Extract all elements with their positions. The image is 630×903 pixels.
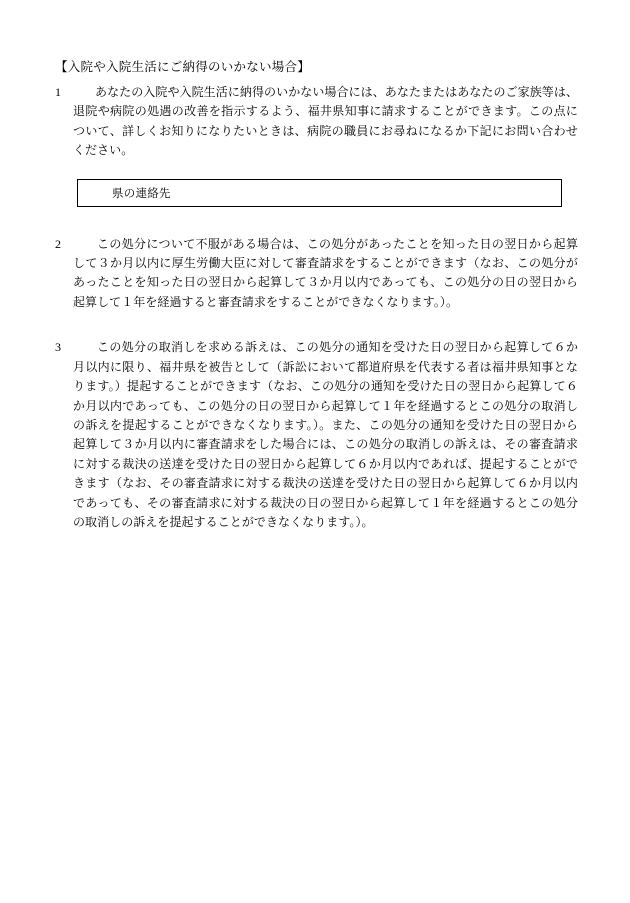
item-text: この処分の取消しを求める訴えは、この処分の通知を受けた日の翌日から起算して６か月以内に限り、福井県を被告として（訴訟において都道府県を代表する者は福井県知事となります。）提起することができます（なお、この処分の通知を受けた日の翌日から起算して６か月以内であっても、この処分の日の翌日から起算して１年を経過するとこの処分の取消しの訴えを提起することができなくなります。）。また、この処分の通知を受けた日の翌日から起算して３か月以内に審査請求をした場合には、この処分の取消しの訴えは、その審査請求に対する裁決の送達を受けた日の翌日から起算して６か月以内であれば、提起することができます（なお、その審査請求に対する裁決の送達を受けた日の翌日から起算して６か月以内であっても、その審査請求に対する裁決の日の翌日から起算して１年を経過するとこの処分の取消しの訴えを提起することができなくなります。）。 — [73, 340, 578, 530]
list-item — [55, 338, 578, 532]
item-text: この処分について不服がある場合は、この処分があったことを知った日の翌日から起算して３か月以内に厚生労働大臣に対して審査請求をすることができます（なお、この処分があったことを知った日の翌日から起算して３か月以内であっても、この処分の日の翌日から起算して１年を経過すると審査請求をすることができなくなります。）。 — [73, 236, 578, 309]
list-item — [55, 235, 578, 313]
item-text: あなたの入院や入院生活に納得のいかない場合には、あなたまたはあなたのご家族等は、退院や病院の処遇の改善を指示するよう、福井県知事に請求することができます。この点について、詳しくお知りになりたいときは、病院の職員にお尋ねになるか下記にお問い合わせください。 — [73, 84, 578, 158]
contact-box-label: 県の連絡先 — [112, 187, 171, 200]
list-item — [55, 83, 578, 161]
item-number: 3 — [55, 340, 61, 355]
page-title: 【入院や入院生活にご納得のいかない場合】 — [55, 60, 311, 74]
item-number: 1 — [55, 84, 61, 99]
item-number: 2 — [55, 236, 61, 251]
contact-box — [77, 179, 562, 207]
